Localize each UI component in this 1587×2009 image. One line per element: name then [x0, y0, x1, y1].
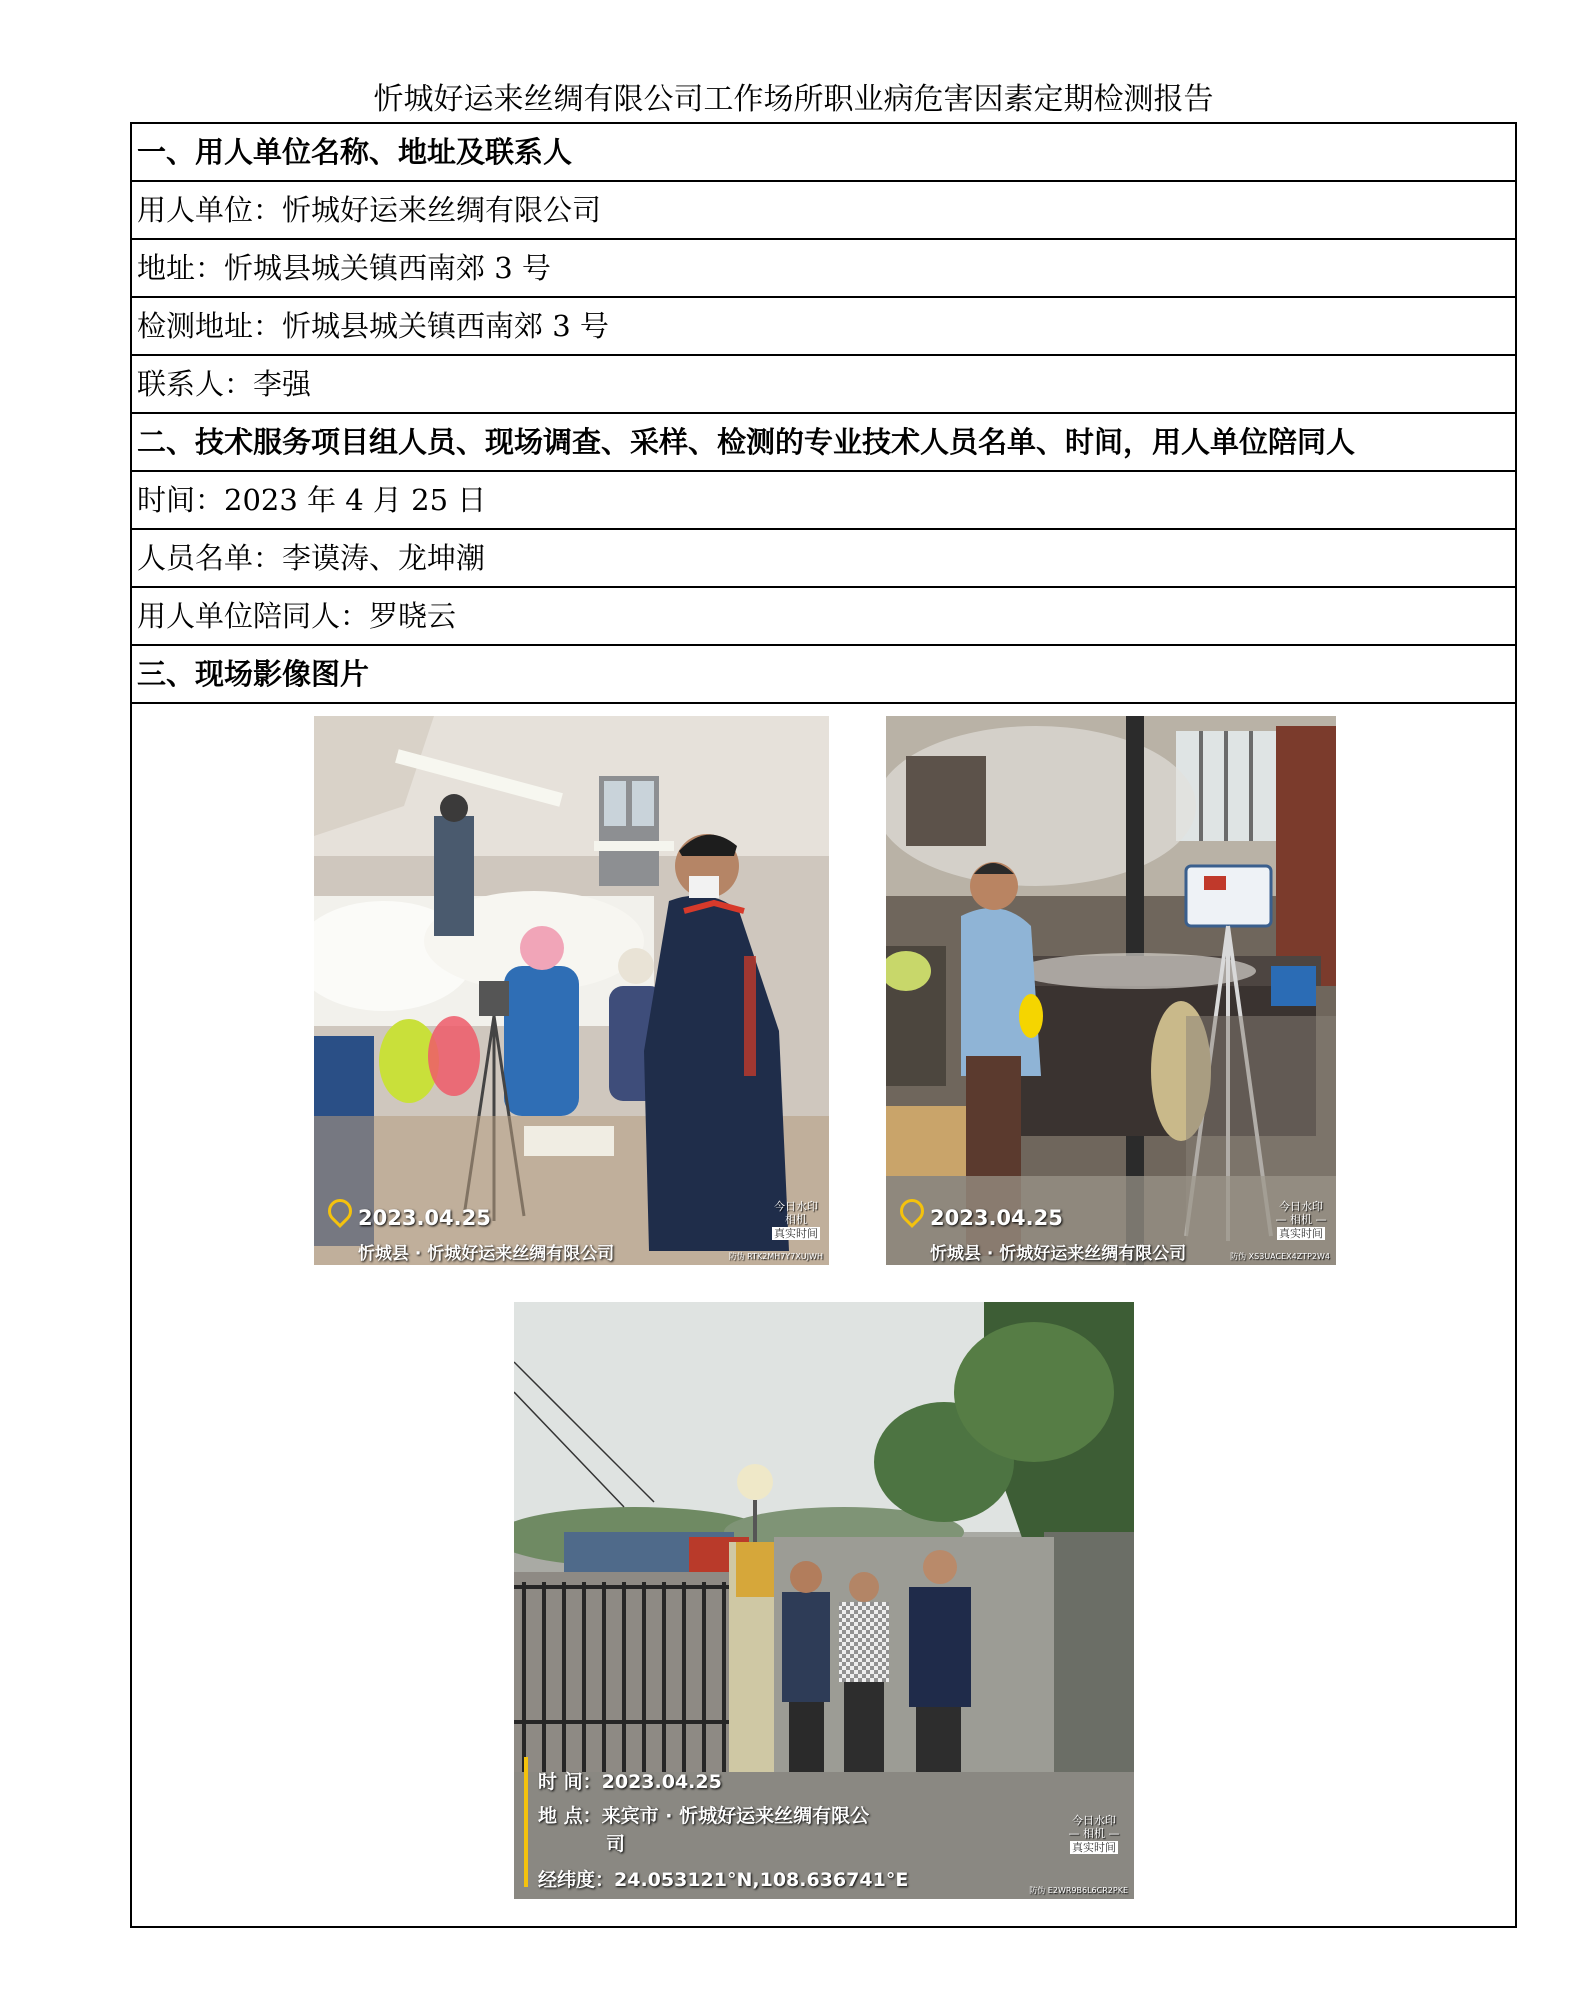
watermark-brand: 今日水印 — 相机 — 真实时间	[1275, 1200, 1327, 1240]
workshop-scene-image	[314, 716, 829, 1265]
inspection-time: 时间：2023 年 4 月 25 日	[131, 471, 1516, 529]
inspection-address: 检测地址：忻城县城关镇西南郊 3 号	[131, 297, 1516, 355]
watermark-code: 防伪 E2WR9B6L6CR2PKE	[1029, 1886, 1128, 1895]
table-row	[131, 355, 1516, 413]
table-row	[131, 181, 1516, 239]
watermark-location-cont: 司	[606, 1833, 626, 1855]
watermark-time: 时 间：2023.04.25	[538, 1771, 722, 1793]
table-row	[131, 645, 1516, 703]
watermark-location: 忻城县 · 忻城好运来丝绸有限公司	[358, 1244, 615, 1264]
site-photo-boiling-station	[886, 716, 1336, 1265]
employer-name: 用人单位：忻城好运来丝绸有限公司	[131, 181, 1516, 239]
section-heading-3: 三、现场影像图片	[131, 645, 1516, 703]
table-row	[131, 529, 1516, 587]
table-row	[131, 471, 1516, 529]
table-row	[131, 123, 1516, 181]
watermark-accent-bar	[524, 1757, 528, 1887]
report-title: 忻城好运来丝绸有限公司工作场所职业病危害因素定期检测报告	[373, 82, 1214, 117]
watermark-date: 2023.04.25	[930, 1206, 1063, 1230]
watermark-location: 忻城县 · 忻城好运来丝绸有限公司	[930, 1244, 1187, 1264]
report-table	[130, 122, 1517, 1928]
staff-list: 人员名单：李谟涛、龙坤潮	[131, 529, 1516, 587]
watermark-location: 地 点：来宾市 · 忻城好运来丝绸有限公	[538, 1805, 870, 1827]
boiling-station-scene-image	[886, 716, 1336, 1265]
table-row	[131, 703, 1516, 1927]
watermark-brand: 今日水印 相机 真实时间	[774, 1200, 818, 1240]
watermark-code: 防伪 XS3UACEX4ZTP2W4	[1230, 1252, 1330, 1261]
watermark-coordinates: 经纬度：24.053121°N,108.636741°E	[538, 1869, 909, 1891]
section-heading-1: 一、用人单位名称、地址及联系人	[131, 123, 1516, 181]
table-row	[131, 587, 1516, 645]
table-row	[131, 413, 1516, 471]
site-photo-factory-gate	[514, 1302, 1134, 1899]
accompanying-person: 用人单位陪同人：罗晓云	[131, 587, 1516, 645]
table-row	[131, 297, 1516, 355]
photo-gallery	[131, 703, 1516, 1927]
table-row	[131, 239, 1516, 297]
watermark-date: 2023.04.25	[358, 1206, 491, 1230]
contact-person: 联系人：李强	[131, 355, 1516, 413]
employer-address: 地址：忻城县城关镇西南郊 3 号	[131, 239, 1516, 297]
watermark-code: 防伪 RTK2MH7Y7XUJWH	[728, 1252, 823, 1261]
watermark-brand: 今日水印 — 相机 — 真实时间	[1068, 1814, 1120, 1854]
site-photo-workshop	[314, 716, 829, 1265]
section-heading-2: 二、技术服务项目组人员、现场调查、采样、检测的专业技术人员名单、时间，用人单位陪同人	[131, 413, 1516, 471]
